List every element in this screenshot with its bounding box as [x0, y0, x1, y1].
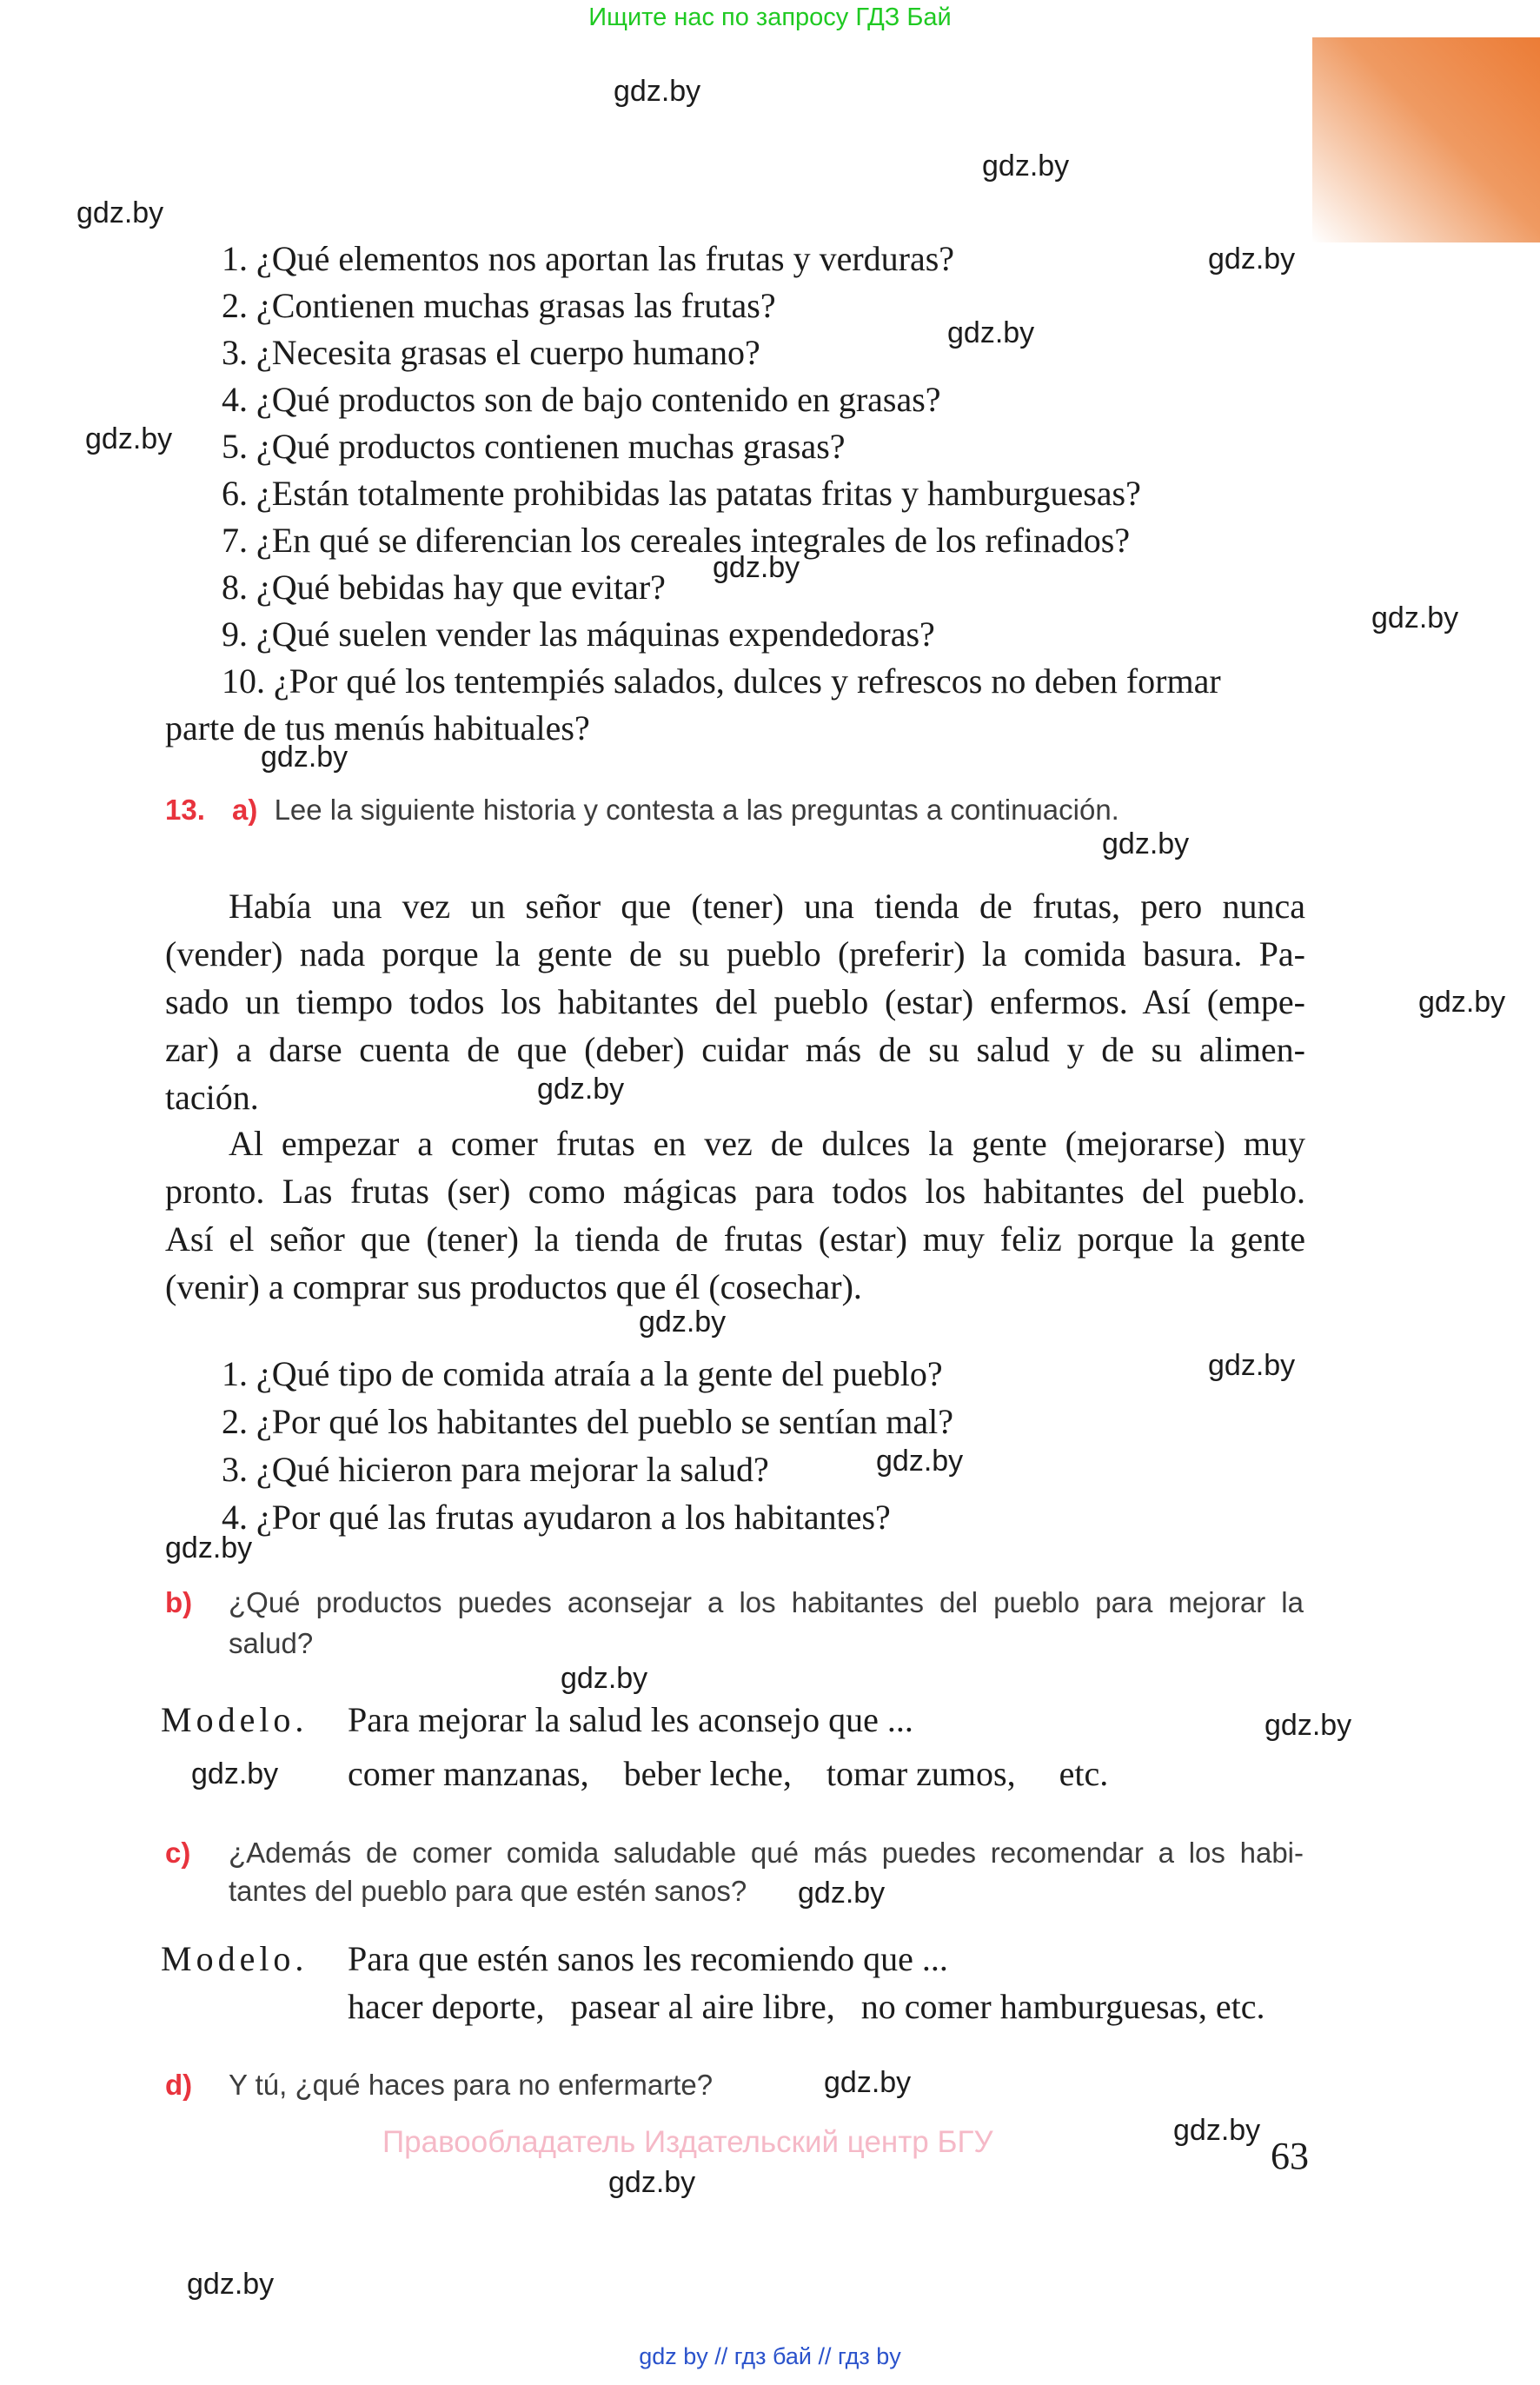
watermark: gdz.by: [165, 1531, 253, 1565]
watermark: gdz.by: [76, 196, 164, 229]
text-line: (vender) nada porque la gente de su pueblo (preferir) la comida basura. Pa-: [165, 934, 1305, 973]
task-part-b-line2: salud?: [229, 1627, 314, 1659]
modelo-1-examples: comer manzanas, beber leche, tomar zumos, etc.: [348, 1754, 1109, 1793]
watermark: gdz.by: [639, 1305, 727, 1339]
text-line: 3. ¿Qué hicieron para mejorar la salud?: [222, 1450, 769, 1489]
text-line: pronto. Las frutas (ser) como mágicas para todos los habitantes del pueblo.: [165, 1172, 1305, 1211]
watermark: gdz.by: [798, 1877, 886, 1910]
watermark: gdz.by: [85, 422, 173, 455]
task-part-b-label: b): [165, 1586, 193, 1618]
page-number: 63: [1271, 2135, 1309, 2177]
watermark: gdz.by: [1208, 242, 1296, 276]
modelo-1-label: Modelo.: [161, 1700, 309, 1739]
text-line: Así el señor que (tener) la tienda de frutas (estar) muy feliz porque la gente: [165, 1219, 1305, 1259]
modelo-1-text: Para mejorar la salud les aconsejo que ...: [348, 1700, 913, 1739]
text-line: Al empezar a comer frutas en vez de dulces la gente (mejorarse) muy: [229, 1124, 1305, 1163]
task-part-b-line1: ¿Qué productos puedes aconsejar a los habitantes del pueblo para mejorar la: [229, 1586, 1304, 1618]
watermark: gdz.by: [537, 1073, 625, 1106]
watermark: gdz.by: [261, 741, 348, 774]
watermark: gdz.by: [982, 149, 1070, 183]
task-number: 13.: [165, 794, 205, 826]
watermark: gdz.by: [1371, 601, 1459, 634]
task-13-header: [165, 794, 1119, 827]
modelo-2-examples: hacer deporte, pasear al aire libre, no comer hamburguesas, etc.: [348, 1987, 1265, 2026]
text-line: 2. ¿Por qué los habitantes del pueblo se sentían mal?: [222, 1402, 954, 1441]
story-paragraph-1: [165, 882, 1305, 1121]
task-part-a-text: Lee la siguiente historia y contesta a las preguntas a continuación.: [274, 794, 1119, 826]
task-part-a-label: a): [232, 794, 258, 826]
watermark: gdz.by: [1418, 986, 1506, 1019]
question-item-continuation: parte de tus menús habituales?: [165, 708, 590, 747]
task-part-c-label: c): [165, 1837, 191, 1869]
watermark: gdz.by: [187, 2268, 275, 2301]
watermark: gdz.by: [1173, 2114, 1261, 2147]
question-item: 7. ¿En qué se diferencian los cereales integrales de los refinados?: [222, 521, 1131, 560]
watermark: gdz.by: [1102, 827, 1190, 860]
question-item: 6. ¿Están totalmente prohibidas las patatas fritas y hamburguesas?: [222, 474, 1141, 513]
question-list-story: [222, 1350, 1369, 1541]
watermark: gdz.by: [713, 551, 800, 584]
question-item: 10. ¿Por qué los tentempiés salados, dulces y refrescos no deben formar: [222, 661, 1221, 701]
text-line: zar) a darse cuenta de que (deber) cuidar más de su salud y de su alimen-: [165, 1030, 1305, 1069]
watermark: gdz.by: [1265, 1709, 1352, 1742]
question-item: 5. ¿Qué productos contienen muchas grasas?: [222, 427, 846, 466]
watermark: gdz.by: [561, 1662, 648, 1695]
text-line: sado un tiempo todos los habitantes del pueblo (estar) enfermos. Así (empe-: [165, 982, 1305, 1021]
footer-links[interactable]: gdz by // гдз бай // гдз by: [639, 2343, 901, 2369]
watermark: gdz.by: [1208, 1349, 1296, 1382]
modelo-2-text: Para que estén sanos les recomiendo que ...: [348, 1939, 948, 1978]
watermark: gdz.by: [191, 1757, 279, 1790]
question-item: 3. ¿Necesita grasas el cuerpo humano?: [222, 333, 760, 372]
watermark: gdz.by: [608, 2166, 696, 2199]
text-line: 1. ¿Qué tipo de comida atraía a la gente del pueblo?: [222, 1354, 943, 1393]
watermark: gdz.by: [947, 316, 1035, 349]
text-line: Había una vez un señor que (tener) una tienda de frutas, pero nunca: [229, 887, 1305, 926]
question-item: 8. ¿Qué bebidas hay que evitar?: [222, 568, 666, 607]
task-part-c-line2: tantes del pueblo para que estén sanos?: [229, 1875, 747, 1907]
question-item: 2. ¿Contienen muchas grasas las frutas?: [222, 286, 776, 325]
text-line: 4. ¿Por qué las frutas ayudaron a los habitantes?: [222, 1498, 891, 1537]
promo-banner: Ищите нас по запросу ГДЗ Бай: [588, 3, 952, 31]
question-item: 1. ¿Qué elementos nos aportan las frutas y verduras?: [222, 239, 955, 278]
text-line: (venir) a comprar sus productos que él (cosechar).: [165, 1267, 862, 1306]
question-item: 4. ¿Qué productos son de bajo contenido en grasas?: [222, 380, 941, 419]
question-item: 9. ¿Qué suelen vender las máquinas expendedoras?: [222, 615, 935, 654]
orange-corner-decoration: [1312, 37, 1540, 242]
watermark: gdz.by: [824, 2066, 912, 2099]
task-part-d-text: Y tú, ¿qué haces para no enfermarte?: [229, 2069, 714, 2101]
story-paragraph-2: [165, 1119, 1305, 1311]
copyright-text: Правообладатель Издательский центр БГУ: [382, 2125, 993, 2159]
question-list-top: [165, 236, 1312, 752]
task-part-c-line1: ¿Además de comer comida saludable qué más puedes recomendar a los habi-: [229, 1837, 1304, 1869]
text-line: tación.: [165, 1078, 259, 1117]
task-part-d-label: d): [165, 2069, 193, 2101]
watermark: gdz.by: [614, 75, 701, 108]
watermark: gdz.by: [876, 1445, 964, 1478]
modelo-2-label: Modelo.: [161, 1939, 309, 1978]
